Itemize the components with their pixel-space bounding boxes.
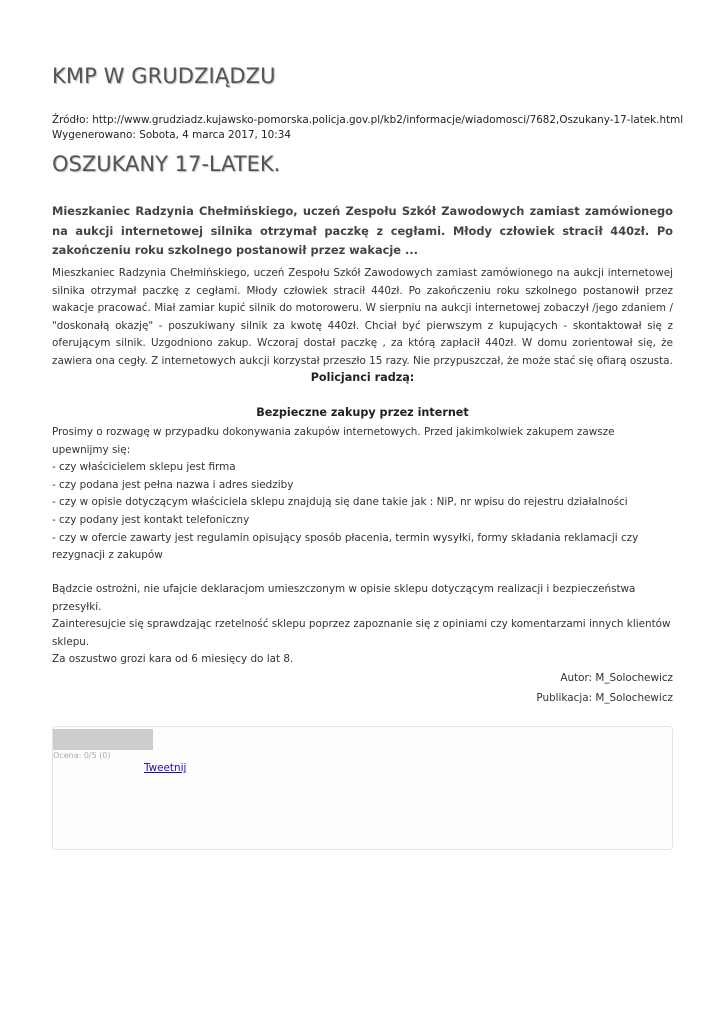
closing-penalty: Za oszustwo grozi kara od 6 miesięcy do lat 8.: [52, 653, 294, 666]
rating-box: [52, 726, 673, 850]
tweet-link[interactable]: Tweetnij: [144, 762, 187, 774]
source-url: Źródło: http://www.grudziadz.kujawsko-pomorska.policja.gov.pl/kb2/informacje/wiadomosci/7682,Oszukany-17-latek.html: [52, 114, 684, 126]
document-meta: [52, 113, 683, 143]
author: Autor: M_Solochewicz: [560, 672, 673, 684]
tips-section: [52, 424, 673, 565]
author-info: [536, 668, 673, 708]
tip-item: - czy w opisie dotyczącym właściciela sklepu znajdują się dane takie jak : NiP, nr wpisu do rejestru działalności: [52, 496, 628, 509]
tip-item: - czy podany jest kontakt telefoniczny: [52, 513, 250, 526]
closing-advice: Zainteresujcie się sprawdzając rzetelność sklepu poprzez zapoznanie się z opiniami czy komentarzami innych klientów sklepu.: [52, 618, 671, 648]
publication: Publikacja: M_Solochewicz: [536, 692, 673, 704]
article-lead: Mieszkaniec Radzynia Chełmińskiego, uczeń Zespołu Szkół Zawodowych zamiast zamówionego na aukcji internetowej silnika otrzymał paczkę z cegłami. Młody człowiek stracił 440zł. Po zakończeniu roku szkolnego postanowił przez wakacje ...: [52, 204, 673, 257]
rating-stars-bar[interactable]: [53, 729, 153, 750]
closing-section: [52, 581, 673, 669]
generated-date: Wygenerowano: Sobota, 4 marca 2017, 10:34: [52, 129, 291, 141]
police-advice-heading: Policjanci radzą:: [310, 371, 415, 384]
tip-item: - czy podana jest pełna nazwa i adres siedziby: [52, 478, 294, 491]
article-body: Mieszkaniec Radzynia Chełmińskiego, uczeń Zespołu Szkół Zawodowych zamiast zamówionego na aukcji internetowej silnika otrzymał paczkę z cegłami. Młody człowiek stracił 440zł. Po zakończeniu roku szkolnego postanowił przez wakacje pracować. Miał zamiar kupić silnik do motoroweru. W sierpniu na aukcji internetowej zobaczył /jego zdaniem / "doskonałą okazję" - poszukiwany silnik za kwotę 440zł. Chciał być pierwszym z kupujących - skontaktował się z oferującym silnik. Uzgodniono zakup. Wczoraj dostał paczkę , za którą zapłacił 440zł. W domu zorientował się, że zawiera ona cegły. Z internetowych aukcji korzystał przeszło 15 razy. Nie przypuszczał, że może stać się ofiarą oszusta.: [52, 267, 673, 367]
rating-label: Ocena: 0/5 (0): [53, 751, 111, 760]
tip-item: - czy w ofercie zawarty jest regulamin opisujący sposób płacenia, termin wysyłki, formy składania reklamacji czy rezygnacji z zakupów: [52, 531, 639, 562]
site-title: KMP W GRUDZIĄDZU: [52, 64, 276, 88]
tips-intro: Prosimy o rozwagę w przypadku dokonywania zakupów internetowych. Przed jakimkolwiek zakupem zawsze upewnijmy się:: [52, 426, 615, 456]
article-title: OSZUKANY 17-LATEK.: [52, 152, 281, 176]
closing-warning: Bądzcie ostrożni, nie ufajcie deklaracjom umieszczonym w opisie sklepu dotyczącym realizacji i bezpieczeństwa przesyłki.: [52, 583, 636, 613]
tip-item: - czy właścicielem sklepu jest firma: [52, 461, 236, 474]
safe-shopping-heading: Bezpieczne zakupy przez internet: [256, 406, 469, 419]
